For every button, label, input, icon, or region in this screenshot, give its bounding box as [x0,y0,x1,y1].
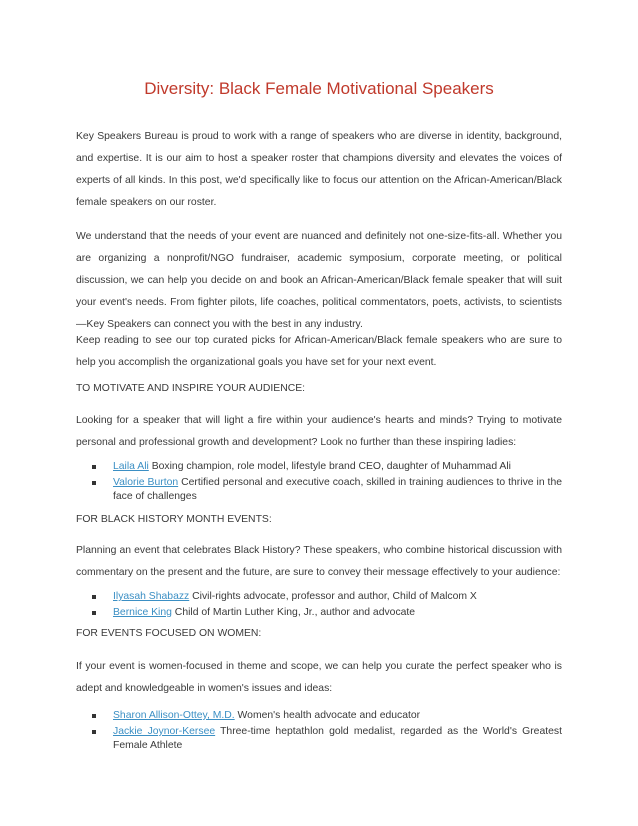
list-item [92,590,562,604]
section-intro-women: If your event is women-focused in theme and scope, we can help you curate the perfect speaker who is adept and knowledgeable in women's issues and ideas: [76,661,562,694]
speaker-list-motivate [92,460,562,506]
speaker-description: Boxing champion, role model, lifestyle brand CEO, daughter of Muhammad Ali [148,461,511,472]
speaker-link-bernice-king[interactable]: Bernice King [113,607,172,618]
section-heading-motivate: TO MOTIVATE AND INSPIRE YOUR AUDIENCE: [76,383,306,394]
speaker-link-jackie-joynor-kersee[interactable]: Jackie Joynor-Kersee [113,726,216,737]
bullet-icon [92,714,96,718]
page-title: Diversity: Black Female Motivational Speakers [144,79,494,98]
speaker-link-laila-ali[interactable]: Laila Ali [113,461,149,472]
list-item [92,460,562,474]
intro-paragraph: Key Speakers Bureau is proud to work with a range of speakers who are diverse in identity, background, and expertise. It is our aim to host a speaker roster that champions diversity and elevates the voices of experts of all kinds. In this post, we'd specifically like to focus our attention on the African-American/Black female speakers on our roster. [76,131,562,208]
keep-reading-paragraph: Keep reading to see our top curated picks for African-American/Black female speakers who are sure to help you accomplish the organizational goals you have set for your next event. [76,335,562,368]
speaker-description: Child of Martin Luther King, Jr., author and advocate [171,607,416,618]
speaker-link-valorie-burton[interactable]: Valorie Burton [113,477,179,488]
section-heading-women: FOR EVENTS FOCUSED ON WOMEN: [76,628,262,639]
speaker-link-ilyasah-shabazz[interactable]: Ilyasah Shabazz [113,591,190,602]
list-item [92,709,562,723]
section-heading-black-history: FOR BLACK HISTORY MONTH EVENTS: [76,514,272,525]
bullet-icon [92,611,96,615]
speaker-description: Women's health advocate and educator [234,710,421,721]
speaker-list-women [92,709,562,755]
list-item [92,476,562,504]
speaker-description: Three-time heptathlon gold medalist, regarded as the World's Greatest Female Athlete [113,726,562,751]
speaker-list-black-history [92,590,562,622]
section-intro-motivate: Looking for a speaker that will light a fire within your audience's hearts and minds? Trying to motivate personal and professional growth and development? Look no further than these inspiring ladies: [76,415,562,448]
bullet-icon [92,595,96,599]
needs-paragraph: We understand that the needs of your event are nuanced and definitely not one-size-fits-all. Whether you are organizing a nonprofit/NGO fundraiser, academic symposium, corporate meeting, or political discussion, we can help you decide on and book an African-American/Black female speaker that will suit your event's needs. From fighter pilots, life coaches, political commentators, poets, activists, to scientists—Key Speakers can connect you with the best in any industry. [76,231,562,330]
bullet-icon [92,730,96,734]
bullet-icon [92,481,96,485]
list-item [92,725,562,753]
speaker-description: Certified personal and executive coach, skilled in training audiences to thrive in the face of challenges [113,477,562,502]
speaker-link-sharon-allison-ottey[interactable]: Sharon Allison-Ottey, M.D. [113,710,235,721]
list-item [92,606,562,620]
speaker-description: Civil-rights advocate, professor and author, Child of Malcom X [189,591,477,602]
section-intro-black-history: Planning an event that celebrates Black History? These speakers, who combine historical discussion with commentary on the present and the future, are sure to convey their message effectively to your audience: [76,545,562,578]
bullet-icon [92,465,96,469]
